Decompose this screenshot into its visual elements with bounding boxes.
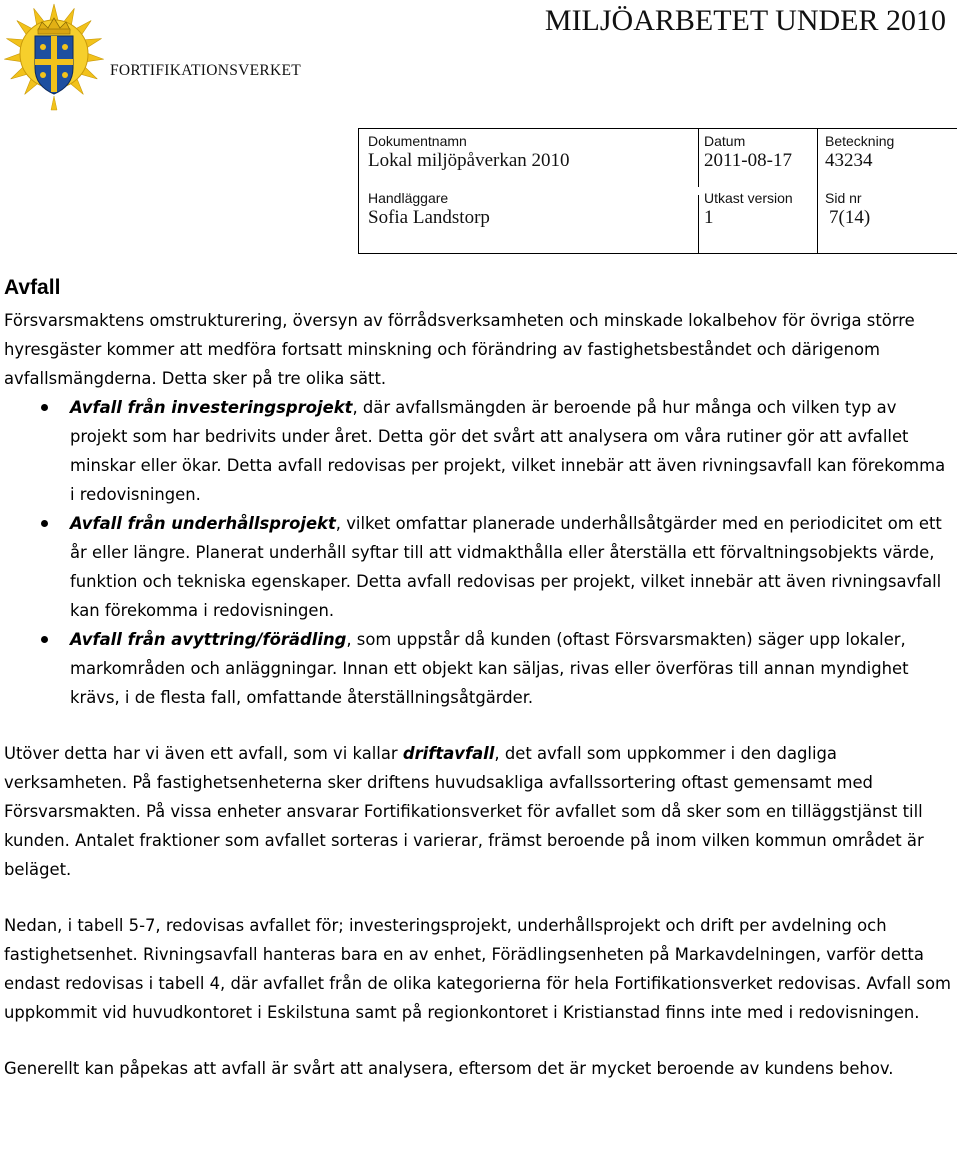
conclusion-paragraph: Generellt kan påpekas att avfall är svårt att analysera, eftersom det är mycket beroende av kundens behov. — [4, 1059, 894, 1078]
handlaggare-value: Sofia Landstorp — [368, 207, 490, 228]
sid-nr-value: 7(14) — [829, 207, 871, 228]
bullet-term: Avfall från investeringsprojekt — [70, 398, 353, 417]
driftavfall-term: driftavfall — [402, 744, 495, 763]
bullet-text: , vilket omfattar planerade underhållsåtgärder med en periodicitet om ett år eller längre. Planerat underhåll syftar till att vidmakthålla eller återställa ett förvaltningsobjekts värde, funktion och tekniska egenskaper. Detta avfall redovisas per projekt, vilket innebär att även rivningsavfall kan förekomma i redovisningen. — [70, 514, 942, 620]
utkast-version-value: 1 — [704, 207, 714, 228]
intro-paragraph: Försvarsmaktens omstrukturering, översyn av förrådsverksamheten och minskade lokalbehov för övriga större hyresgäster kommer att medföra fortsatt minskning och förändring av fastighetsbeståndet och därigenom avfallsmängderna. Detta sker på tre olika sätt. — [4, 311, 915, 388]
org-name: FORTIFIKATIONSVERKET — [110, 62, 302, 79]
beteckning-cell — [825, 133, 894, 172]
section-title: Avfall — [4, 276, 61, 299]
bullet-icon — [41, 520, 48, 527]
datum-label: Datum — [704, 133, 746, 149]
driftavfall-after: , det avfall som uppkommer i den dagliga verksamheten. På fastighetsenheterna sker driftens huvudsakliga avfallssortering oftast gemensamt med Försvarsmakten. På vissa enheter ansvarar Fortifikationsverket för avfallet som då sker som en tilläggstjänst till kunden. Antalet fraktioner som avfallet sorteras i varierar, främst beroende på inom vilken kommun området är beläget. — [4, 744, 924, 879]
document-heading: MILJÖARBETET UNDER 2010 — [544, 4, 946, 37]
bullet-term: Avfall från underhållsprojekt — [70, 514, 336, 533]
bullet-icon — [41, 404, 48, 411]
bullet-text: , som uppstår då kunden (oftast Försvarsmakten) säger upp lokaler, markområden och anläggningar. Innan ett objekt kan säljas, rivas eller överföras till annan myndighet krävs, i de flesta fall, omfattande återställningsåtgärder. — [70, 630, 909, 707]
list-item — [4, 509, 954, 625]
dokumentnamn-label: Dokumentnamn — [368, 133, 467, 149]
bullet-list — [4, 393, 954, 712]
bullet-icon — [41, 636, 48, 643]
beteckning-label: Beteckning — [825, 133, 895, 149]
datum-cell — [704, 133, 792, 172]
dokumentnamn-value: Lokal miljöpåverkan 2010 — [368, 150, 570, 171]
handlaggare-cell — [368, 190, 490, 229]
list-item — [4, 625, 954, 712]
fortifikationsverket-logo — [4, 2, 104, 120]
bullet-term: Avfall från avyttring/förädling — [70, 630, 347, 649]
beteckning-value: 43234 — [825, 150, 873, 171]
datum-value: 2011-08-17 — [704, 150, 792, 171]
document-metadata-table — [358, 128, 957, 254]
sid-nr-label: Sid nr — [825, 190, 862, 206]
driftavfall-paragraph — [4, 739, 954, 884]
list-item — [4, 393, 954, 509]
tabell-paragraph: Nedan, i tabell 5-7, redovisas avfallet för; investeringsprojekt, underhållsprojekt och drift per avdelning och fastighetsenhet. Rivningsavfall hanteras bara en av enhet, Förädlingsenheten på Markavdelningen, varför detta endast redovisas i tabell 4, där avfallet från de olika kategorierna för hela Fortifikationsverket redovisas. Avfall som uppkommit vid huvudkontoret i Eskilstuna samt på regionkontoret i Kristianstad finns inte med i redovisningen. — [4, 916, 951, 1022]
sid-nr-cell — [825, 190, 870, 229]
document-body — [4, 276, 954, 1083]
handlaggare-label: Handläggare — [368, 190, 449, 206]
utkast-version-cell — [704, 190, 793, 229]
utkast-version-label: Utkast version — [704, 190, 793, 206]
driftavfall-before: Utöver detta har vi även ett avfall, som vi kallar — [4, 744, 403, 763]
bullet-text: , där avfallsmängden är beroende på hur många och vilken typ av projekt som har bedrivits under året. Detta gör det svårt att analysera om våra rutiner gör att avfallet minskar eller ökar. Detta avfall redovisas per projekt, vilket innebär att även rivningsavfall kan förekomma i redovisningen. — [70, 398, 946, 504]
dokumentnamn-cell — [368, 133, 570, 172]
